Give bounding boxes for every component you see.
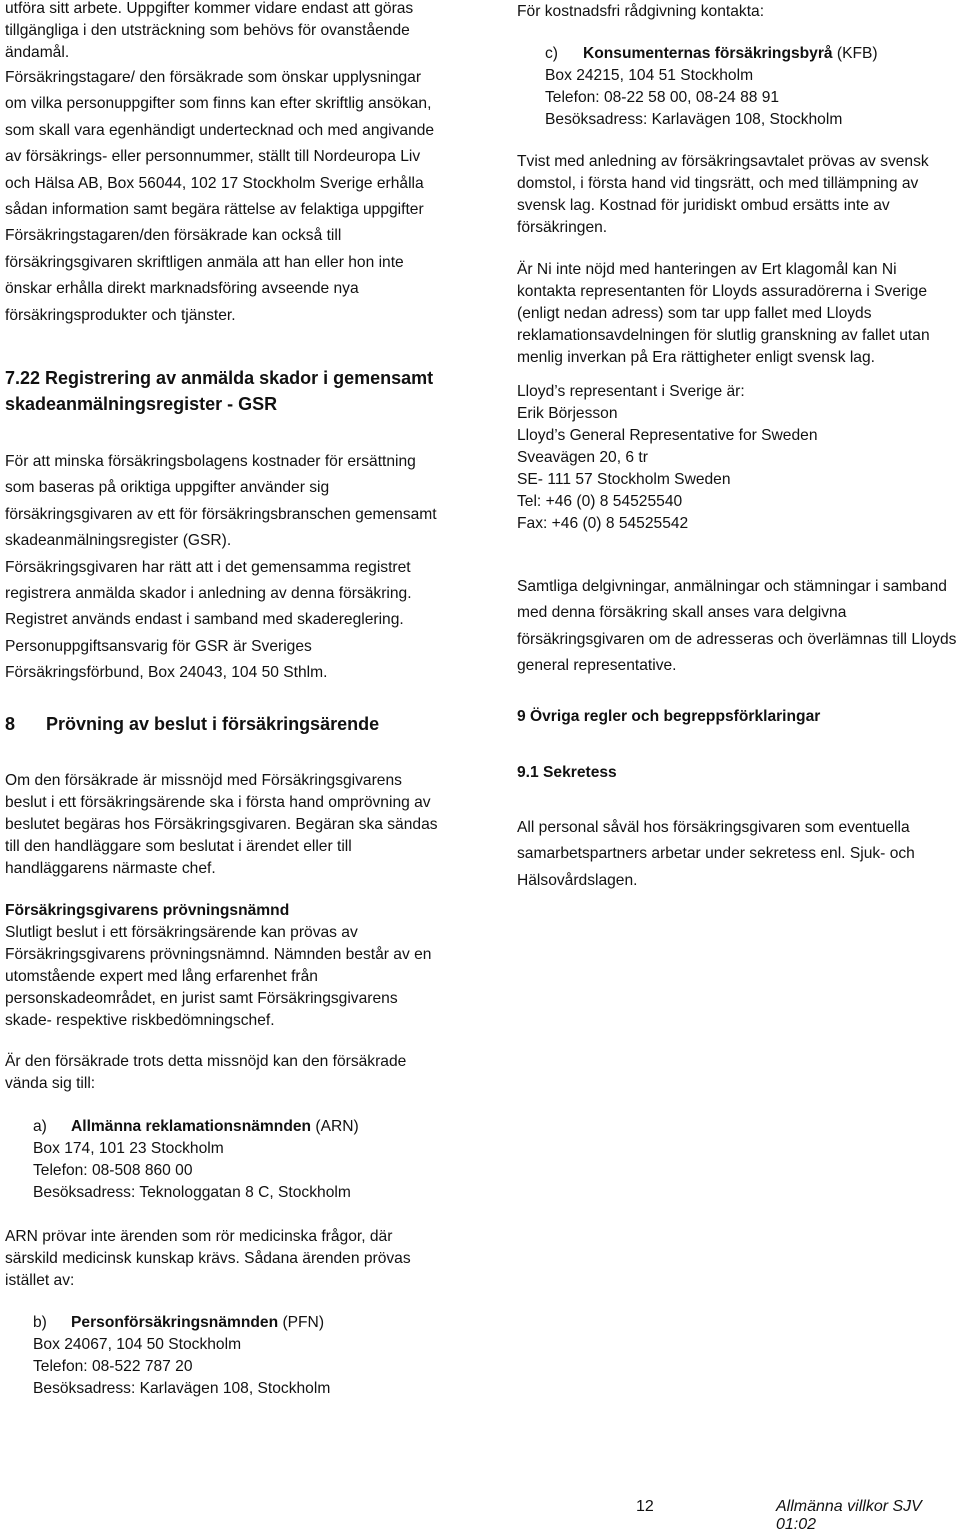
text-line: om vilka personuppgifter som finns kan efter skriftlig ansökan, bbox=[5, 95, 432, 113]
text-line: menlig inverkan på Era rättigheter enligt svensk lag. bbox=[517, 349, 875, 366]
text-line: Telefon: 08-22 58 00, 08-24 88 91 bbox=[545, 89, 780, 106]
text-line: Lloyd’s General Representative for Sweden bbox=[517, 427, 818, 444]
text-line: personskadeområdet, en jurist samt Försäkringsgivarens bbox=[5, 990, 398, 1007]
text-line: Hälsovårdslagen. bbox=[517, 871, 638, 889]
text-line: Sveavägen 20, 6 tr bbox=[517, 449, 648, 466]
kfb-lines bbox=[545, 65, 955, 131]
advice-intro: För kostnadsfri rådgivning kontakta: bbox=[517, 3, 765, 20]
page-number: 12 bbox=[636, 1498, 654, 1515]
text-line: beslut i ett försäkringsärende ska i första hand omprövning av bbox=[5, 794, 431, 811]
text-line: SE- 111 57 Stockholm Sweden bbox=[517, 471, 731, 488]
text-line: särskild medicinsk kunskap krävs. Sådana ärenden prövas bbox=[5, 1250, 411, 1267]
text-line: utföra sitt arbete. Uppgifter kommer vidare endast att göras bbox=[5, 0, 414, 17]
arn-tag: a) bbox=[33, 1118, 47, 1135]
text-line: försäkringsgivaren om de adresseras och överlämnas till Lloyds bbox=[517, 630, 957, 648]
text-line: som skall vara egenhändigt undertecknad och med angivande bbox=[5, 121, 435, 139]
text-line: försäkringsgivaren skriftligen anmäla att han eller hon inte bbox=[5, 253, 404, 271]
text-line: Erik Börjesson bbox=[517, 405, 618, 422]
text-line: vända sig till: bbox=[5, 1075, 96, 1092]
pfn-address-block bbox=[33, 1312, 443, 1400]
text-line: Försäkringstagaren/den försäkrade kan också till bbox=[5, 227, 342, 245]
kfb-name: Konsumenternas försäkringsbyrå bbox=[583, 45, 833, 62]
text-line: ARN prövar inte ärenden som rör medicinska frågor, där bbox=[5, 1228, 393, 1245]
gsr-paragraph bbox=[5, 449, 437, 687]
text-line: Registret används endast i samband med skadereglering. bbox=[5, 611, 404, 629]
kfb-address-block bbox=[545, 43, 955, 131]
gsr-heading bbox=[5, 365, 433, 417]
pfn-abbr: (PFN) bbox=[278, 1314, 325, 1331]
text-line: önskar erhålla direkt marknadsföring avseende nya bbox=[5, 280, 359, 298]
text-line: utomstående expert med lång erfarenhet från bbox=[5, 968, 318, 985]
text-line: handläggarens närmaste chef. bbox=[5, 860, 216, 877]
text-line: Box 174, 101 23 Stockholm bbox=[33, 1140, 224, 1157]
text-line: av försäkrings- eller personnummer, ställt till Nordeuropa Liv bbox=[5, 148, 421, 166]
pfn-name: Personförsäkringsnämnden bbox=[71, 1314, 279, 1331]
text-line: Lloyd’s representant i Sverige är: bbox=[517, 383, 745, 400]
text-line: reklamationsavdelningen för slutlig granskning av fallet utan bbox=[517, 327, 930, 344]
text-line: Försäkringsgivaren har rätt att i det gemensamma registret bbox=[5, 558, 411, 576]
text-line: istället av: bbox=[5, 1272, 75, 1289]
text-line: 7.22 Registrering av anmälda skador i gemensamt bbox=[5, 368, 434, 388]
text-line: som baseras på oriktiga uppgifter använder sig bbox=[5, 479, 330, 497]
arn-note-paragraph bbox=[5, 1226, 411, 1292]
text-line: skade- respektive riskbedömningschef. bbox=[5, 1012, 275, 1029]
pfn-heading bbox=[33, 1312, 443, 1334]
text-line: Försäkringsförbund, Box 24043, 104 50 Sthlm. bbox=[5, 664, 328, 682]
text-line: försäkringsgivaren av ett för försäkringsbranschen gemensamt bbox=[5, 505, 437, 523]
text-line: domstol, i första hand vid tingsrätt, och med tillämpning av bbox=[517, 175, 919, 192]
text-line: Försäkringsgivarens prövningsnämnd. Nämnden består av en bbox=[5, 946, 432, 963]
kfb-abbr: (KFB) bbox=[832, 45, 878, 62]
text-line: Fax: +46 (0) 8 54525542 bbox=[517, 515, 689, 532]
text-line: beslutet begäras hos Försäkringsgivaren. Begäran ska sändas bbox=[5, 816, 438, 833]
text-line: försäkringsprodukter och tjänster. bbox=[5, 306, 236, 324]
board-paragraph bbox=[5, 922, 431, 1032]
arn-name: Allmänna reklamationsnämnden bbox=[71, 1118, 312, 1135]
text-line: För att minska försäkringsbolagens kostnader för ersättning bbox=[5, 453, 416, 470]
text-line: till den handläggare som beslutat i ärendet eller till bbox=[5, 838, 352, 855]
text-line: Besöksadress: Karlavägen 108, Stockholm bbox=[33, 1380, 331, 1397]
section-9-heading: 9 Övriga regler och begreppsförklaringar bbox=[517, 708, 821, 725]
document-title: Allmänna villkor SJV 01:02 bbox=[776, 1498, 922, 1533]
arn-lines bbox=[33, 1138, 443, 1204]
kfb-heading bbox=[545, 43, 955, 65]
text-line: Tvist med anledning av försäkringsavtalet prövas av svensk bbox=[517, 153, 929, 170]
text-line: registrera anmälda skador i anledning av denna försäkring. bbox=[5, 585, 412, 603]
text-line: samarbetspartners arbetar under sekretess enl. Sjuk- och bbox=[517, 845, 915, 863]
kfb-tag: c) bbox=[545, 45, 558, 62]
text-line: Samtliga delgivningar, anmälningar och stämningar i samband bbox=[517, 578, 947, 595]
text-line: Är Ni inte nöjd med hanteringen av Ert klagomål kan Ni bbox=[517, 261, 897, 278]
secrecy-paragraph bbox=[517, 815, 915, 894]
arn-abbr: (ARN) bbox=[311, 1118, 359, 1135]
section-8-heading bbox=[5, 711, 380, 737]
text-line: Är den försäkrade trots detta missnöjd kan den försäkrade bbox=[5, 1053, 407, 1070]
text-line: Box 24067, 104 50 Stockholm bbox=[33, 1336, 242, 1353]
text-line: Telefon: 08-522 787 20 bbox=[33, 1358, 193, 1375]
text-line: skadeanmälningsregister (GSR). bbox=[5, 532, 232, 550]
section-9-1-heading: 9.1 Sekretess bbox=[517, 764, 617, 781]
section-8-title: Prövning av beslut i försäkringsärende bbox=[46, 714, 380, 734]
text-line: Försäkringstagare/ den försäkrade som önskar upplysningar bbox=[5, 69, 422, 86]
turn-paragraph bbox=[5, 1051, 406, 1095]
pfn-lines bbox=[33, 1334, 443, 1400]
text-line: skadeanmälningsregister - GSR bbox=[5, 394, 278, 414]
text-line: och Hälsa AB, Box 56044, 102 17 Stockholm Sverige erhålla bbox=[5, 174, 424, 192]
text-line: kontakta representanten för Lloyds assuradörerna i Sverige bbox=[517, 283, 928, 300]
lloyds-complaint-paragraph bbox=[517, 259, 930, 369]
text-line: försäkringen. bbox=[517, 219, 608, 236]
section-8-number: 8 bbox=[5, 714, 16, 734]
text-line: All personal såväl hos försäkringsgivaren som eventuella bbox=[517, 819, 910, 836]
review-paragraph bbox=[5, 770, 438, 880]
text-line: tillgängliga i den utsträckning som behövs för ovanstående bbox=[5, 22, 410, 39]
text-line: general representative. bbox=[517, 657, 677, 675]
text-line: Besöksadress: Karlavägen 108, Stockholm bbox=[545, 111, 843, 128]
text-line: Om den försäkrade är missnöjd med Försäkringsgivarens bbox=[5, 772, 402, 789]
text-line: Tel: +46 (0) 8 54525540 bbox=[517, 493, 683, 510]
text-line: med denna försäkring skall anses vara delgivna bbox=[517, 604, 847, 622]
text-line: Slutligt beslut i ett försäkringsärende kan prövas av bbox=[5, 924, 358, 941]
board-heading: Försäkringsgivarens prövningsnämnd bbox=[5, 902, 290, 919]
text-line: Telefon: 08-508 860 00 bbox=[33, 1162, 193, 1179]
pfn-tag: b) bbox=[33, 1314, 47, 1331]
text-line: ändamål. bbox=[5, 44, 70, 61]
text-line: (enligt nedan adress) som tar upp fallet med Lloyds bbox=[517, 305, 872, 322]
text-line: Personuppgiftsansvarig för GSR är Sveriges bbox=[5, 637, 312, 655]
text-line: Box 24215, 104 51 Stockholm bbox=[545, 67, 754, 84]
intro-paragraph bbox=[5, 0, 413, 64]
lloyds-representative-paragraph bbox=[517, 381, 818, 535]
arn-address-block bbox=[33, 1116, 443, 1204]
text-line: svensk lag. Kostnad för juridiskt ombud ersätts inte av bbox=[517, 197, 890, 214]
text-line: sådan information samt begära rättelse av felaktiga uppgifter bbox=[5, 201, 424, 219]
dispute-paragraph bbox=[517, 151, 929, 239]
privacy-paragraph bbox=[5, 65, 434, 329]
text-line: Besöksadress: Teknologgatan 8 C, Stockholm bbox=[33, 1184, 351, 1201]
service-paragraph bbox=[517, 574, 956, 680]
arn-heading bbox=[33, 1116, 443, 1138]
